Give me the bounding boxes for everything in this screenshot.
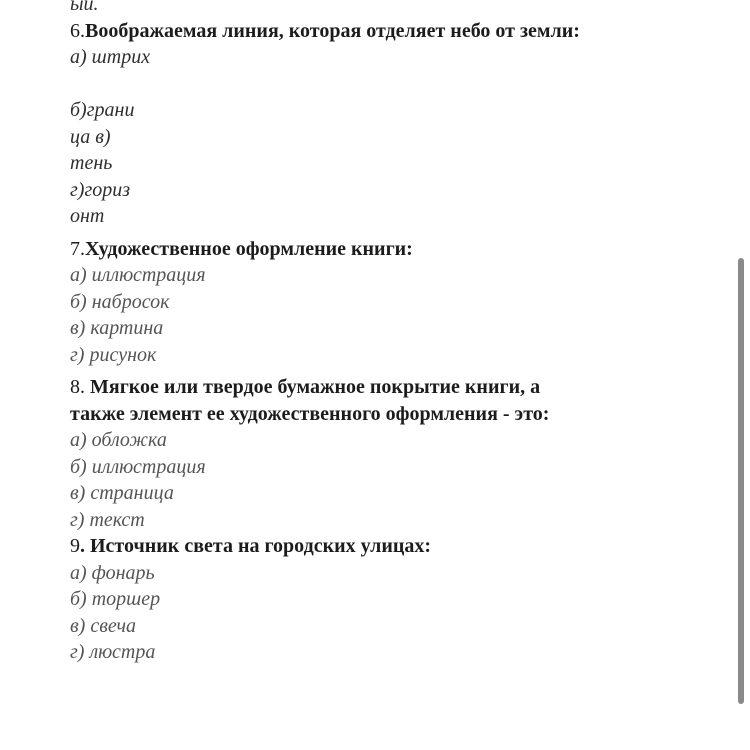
question-8-continuation: также элемент ее художественного оформления - это: [70, 402, 550, 425]
question-number: 6. [70, 19, 85, 42]
answer-option: а) иллюстрация [70, 264, 206, 286]
answer-option: г) рисунок [70, 343, 157, 366]
answer-option: онт [70, 205, 105, 227]
answer-option: г)гориз [70, 178, 131, 201]
question-number: 8. [70, 376, 85, 398]
blank-line [70, 71, 710, 98]
answer-option: а) фонарь [70, 561, 155, 584]
answer-option: тень [70, 152, 113, 174]
question-text: Воображаемая линия, которая отделяет небо от земли: [85, 19, 580, 42]
question-9 [70, 533, 710, 560]
question-number: 7. [70, 237, 85, 260]
scrollbar-thumb[interactable] [738, 258, 744, 704]
answer-option: г) люстра [70, 641, 156, 663]
previous-answer-fragment: ыи. [70, 0, 99, 15]
question-number: 9 [70, 535, 80, 557]
question-8 [70, 374, 710, 401]
answer-option: б)грани [70, 99, 135, 121]
answer-option: б) набросок [70, 290, 170, 313]
vertical-scrollbar[interactable] [736, 0, 746, 750]
question-6 [70, 18, 710, 45]
answer-option: в) картина [70, 317, 164, 339]
answer-option: б) иллюстрация [70, 455, 206, 478]
answer-option: в) свеча [70, 614, 137, 637]
answer-option: а) штрих [70, 46, 151, 68]
question-text: . Источник света на городских улицах: [80, 535, 432, 557]
quiz-content [70, 0, 710, 666]
answer-option: в) страница [70, 482, 174, 504]
answer-option: ца в) [70, 125, 111, 148]
answer-option: б) торшер [70, 588, 161, 610]
question-text: Художественное оформление книги: [85, 237, 413, 260]
answer-option: г) текст [70, 508, 145, 531]
question-7 [70, 236, 710, 263]
answer-option: а) обложка [70, 429, 167, 451]
question-text: Мягкое или твердое бумажное покрытие книги, а [85, 376, 541, 398]
